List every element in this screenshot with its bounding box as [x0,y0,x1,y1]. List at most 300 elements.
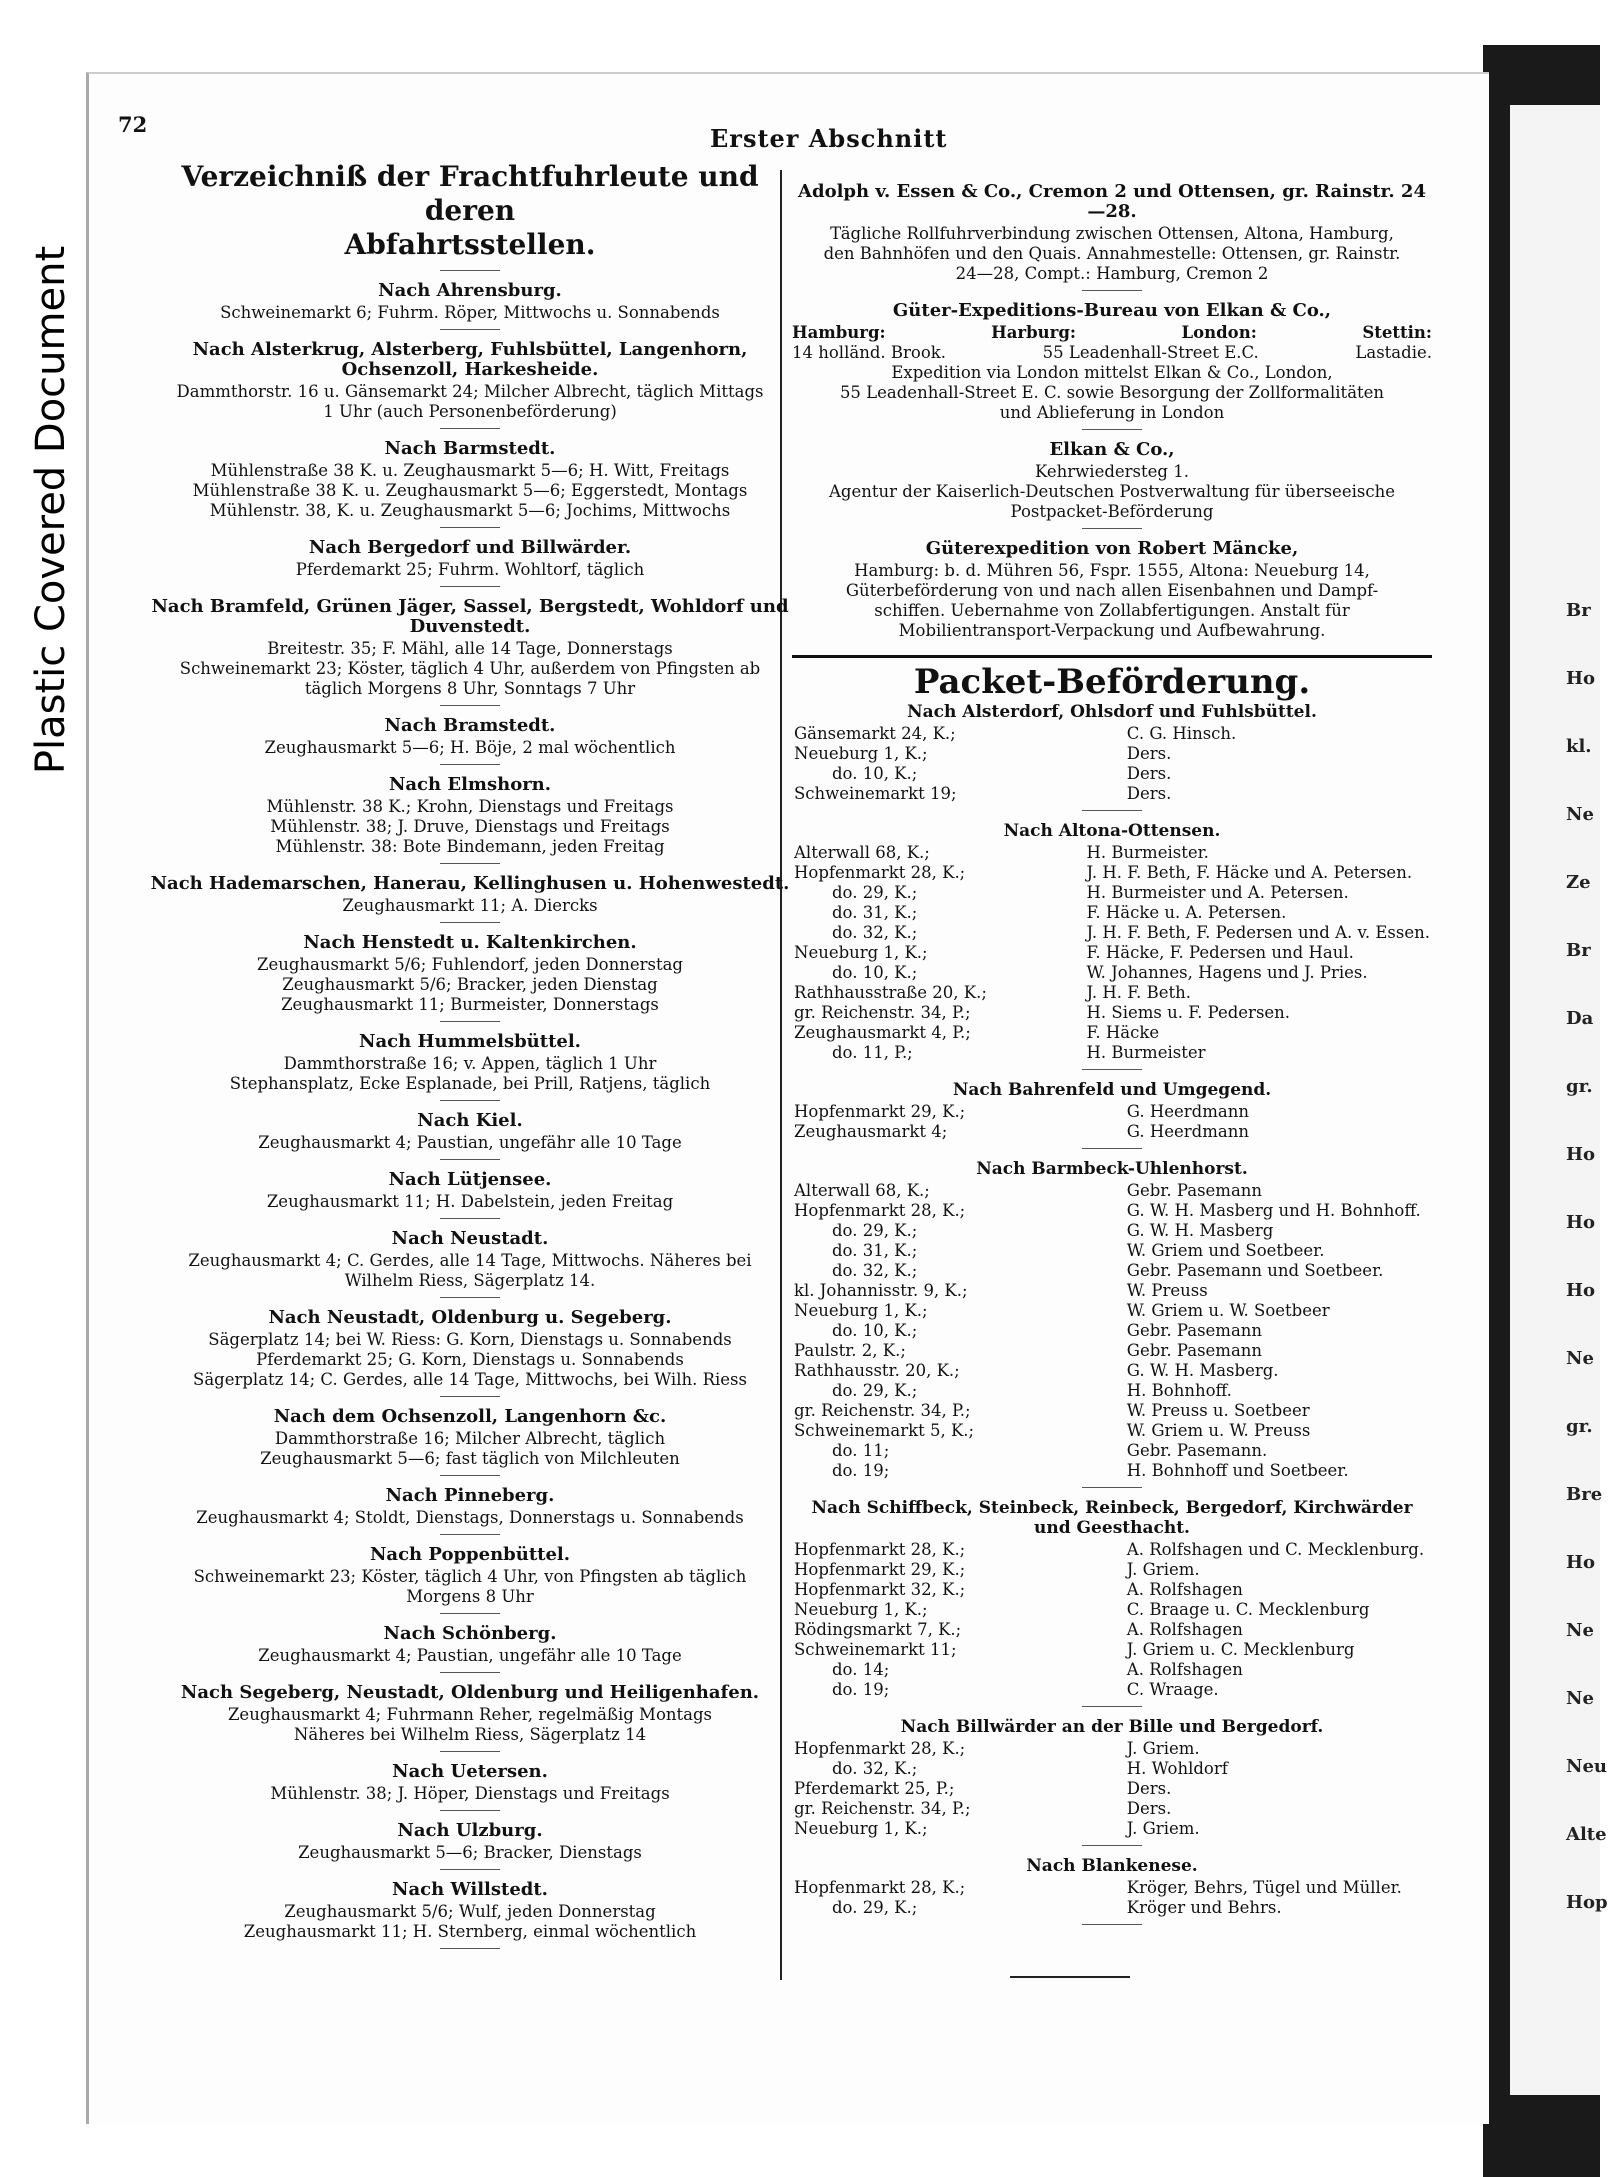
carrier-line: Mühlenstr. 38: Bote Bindemann, jeden Freitag [275,837,665,856]
agent-row [792,1779,1432,1799]
agent-row [792,1441,1432,1461]
separator [440,863,500,864]
address-cell: do. 31, K.; [832,903,918,922]
agent-table [792,724,1432,804]
agent-row [792,724,1432,744]
edge-fragment: Ho [1566,1552,1596,1573]
address-cell: do. 11; [832,1441,890,1460]
agent-row [792,1461,1432,1481]
agent-cell: H. Siems u. F. Pedersen. [1086,1003,1291,1022]
carrier-line: Zeughausmarkt 11; Burmeister, Donnerstags [281,995,659,1014]
carrier-line: Dammthorstr. 16 u. Gänsemarkt 24; Milcher Albrecht, täglich Mittags [176,382,764,401]
entry-line: Hamburg: b. d. Mühren 56, Fspr. 1555, Altona: Neueburg 14, [854,561,1370,580]
agent-cell: Ders. [1126,1779,1172,1798]
edge-fragment: kl. [1566,736,1592,757]
address-cell: Hopfenmarkt 29, K.; [794,1560,966,1579]
agent-row [792,1301,1432,1321]
carrier-entry [150,1821,790,1870]
section-title-line-1: Verzeichniß der Frachtfuhrleute und deren [181,160,759,227]
agent-cell: J. H. F. Beth, F. Häcke und A. Petersen. [1086,863,1413,882]
edge-fragment: Ho [1566,1144,1596,1165]
carrier-line: Zeughausmarkt 5—6; H. Böje, 2 mal wöchentlich [264,738,676,757]
agent-cell: F. Häcke u. A. Petersen. [1086,903,1287,922]
carrier-line: Morgens 8 Uhr [406,1587,534,1606]
carrier-entry [150,1111,790,1160]
agent-row [792,863,1432,883]
carrier-entry [150,1308,790,1397]
address-cell: 14 holländ. Brook. [792,343,946,362]
edge-fragment: Br [1566,600,1591,621]
agent-cell: F. Häcke [1086,1023,1160,1042]
address-cell: Pferdemarkt 25, P.; [794,1779,955,1798]
entry-essen [792,182,1432,284]
packet-entry [792,821,1432,1070]
separator [1082,1706,1142,1707]
edge-fragment: Ne [1566,1620,1594,1641]
carrier-line: Dammthorstraße 16; Milcher Albrecht, täglich [274,1429,666,1448]
separator [1082,1069,1142,1070]
carrier-line: Zeughausmarkt 5/6; Wulf, jeden Donnerstag [284,1902,656,1921]
entry-maencke [792,539,1432,641]
carrier-entry [150,1407,790,1476]
agent-cell: Gebr. Pasemann und Soetbeer. [1126,1261,1384,1280]
carrier-line: Pferdemarkt 25; G. Korn, Dienstags u. Sonnabends [256,1350,684,1369]
address-cell: Hopfenmarkt 28, K.; [794,1540,966,1559]
entry-elkan-bureau [792,301,1432,423]
entry-elkan [792,440,1432,522]
agent-row [792,943,1432,963]
carrier-entry [150,281,790,330]
entry-line: Agentur der Kaiserlich-Deutschen Postverwaltung für überseeische [829,482,1395,501]
city-label: Harburg: [991,323,1076,342]
destination-heading: Nach Kiel. [417,1110,523,1131]
agent-row [792,1201,1432,1221]
agent-table [792,1102,1432,1142]
separator [1082,1924,1142,1925]
edge-fragment: Ho [1566,1212,1596,1233]
agent-cell: A. Rolfshagen [1126,1580,1243,1599]
address-cell: gr. Reichenstr. 34, P.; [794,1799,971,1818]
agent-row [792,963,1432,983]
side-label-wrap [16,245,86,775]
separator [440,329,500,330]
address-cell: do. 10, K.; [832,764,918,783]
agent-cell: Kröger und Behrs. [1126,1898,1282,1917]
separator [440,270,500,271]
address-cell: do. 11, P.; [832,1043,913,1062]
right-column [792,172,1432,1929]
side-label: Plastic Covered Document [28,245,74,775]
address-cell: kl. Johannisstr. 9, K.; [794,1281,968,1300]
edge-fragment: Ne [1566,1348,1594,1369]
address-cell: Neueburg 1, K.; [794,1600,928,1619]
destination-heading: Nach Ahrensburg. [378,280,562,301]
carrier-entry [150,933,790,1022]
address-cell: do. 10, K.; [832,963,918,982]
agent-row [792,1620,1432,1640]
edge-fragment: gr. [1566,1076,1593,1097]
agent-row [792,1381,1432,1401]
agent-row [792,1261,1432,1281]
agent-cell: G. W. H. Masberg. [1126,1361,1279,1380]
packet-entry [792,1498,1432,1707]
entry-line: 24—28, Compt.: Hamburg, Cremon 2 [955,264,1269,283]
separator [440,1810,500,1811]
next-page-strip [1510,105,1608,2095]
agent-row [792,1898,1432,1918]
agent-cell: H. Bohnhoff. [1126,1381,1232,1400]
agent-cell: J. Griem. [1126,1560,1200,1579]
agent-row [792,1540,1432,1560]
carrier-line: Sägerplatz 14; bei W. Riess: G. Korn, Dienstags u. Sonnabends [208,1330,732,1349]
carrier-entry [150,538,790,587]
agent-table [792,1540,1432,1700]
address-cell: Schweinemarkt 11; [794,1640,957,1659]
agent-row [792,1739,1432,1759]
agent-row [792,1660,1432,1680]
carrier-line: Zeughausmarkt 4; Fuhrmann Reher, regelmäßig Montags [227,1705,713,1724]
destination-heading: Nach Schiffbeck, Steinbeck, Reinbeck, Bergedorf, Kirchwärder und Geesthacht. [811,1498,1413,1538]
carrier-entry [150,874,790,923]
carrier-line: 1 Uhr (auch Personenbeförderung) [323,402,617,421]
agent-row [792,1341,1432,1361]
entry-heading: Elkan & Co., [1049,439,1175,460]
carrier-entry [150,775,790,864]
running-head: Erster Abschnitt [710,124,948,153]
agent-cell: J. Griem. [1126,1819,1200,1838]
carrier-entry [150,1762,790,1811]
destination-heading: Nach Segeberg, Neustadt, Oldenburg und Heiligenhafen. [180,1682,760,1703]
separator [440,1534,500,1535]
edge-fragment: Ne [1566,804,1594,825]
agent-row [792,1759,1432,1779]
agent-cell: H. Wohldorf [1126,1759,1228,1778]
entry-line: Postpacket-Beförderung [1010,502,1214,521]
separator [440,586,500,587]
destination-heading: Nach Lütjensee. [388,1169,552,1190]
destination-heading: Nach Barmbeck-Uhlenhorst. [976,1159,1248,1179]
address-cell: Hopfenmarkt 28, K.; [794,1201,966,1220]
separator [440,764,500,765]
agent-row [792,983,1432,1003]
carrier-entry [150,716,790,765]
address-cell: do. 31, K.; [832,1241,918,1260]
edge-fragment: Br [1566,940,1591,961]
packet-entry [792,702,1432,811]
carrier-line: Zeughausmarkt 4; Stoldt, Dienstags, Donnerstags u. Sonnabends [196,1508,744,1527]
destination-heading: Nach dem Ochsenzoll, Langenhorn &c. [273,1406,667,1427]
agent-cell: G. W. H. Masberg [1126,1221,1274,1240]
destination-heading: Nach Hummelsbüttel. [359,1031,581,1052]
agent-cell: G. W. H. Masberg und H. Bohnhoff. [1126,1201,1421,1220]
entry-line: Mobilientransport-Verpackung und Aufbewahrung. [898,621,1326,640]
address-row [792,343,1432,363]
carrier-line: Zeughausmarkt 5/6; Fuhlendorf, jeden Donnerstag [257,955,683,974]
edge-fragment: Alte [1566,1824,1607,1845]
address-cell: Rathhausstraße 20, K.; [794,983,987,1002]
separator [440,1751,500,1752]
packet-section-title: Packet-Beförderung. [913,662,1311,702]
agent-row [792,1361,1432,1381]
agent-cell: Gebr. Pasemann [1126,1321,1263,1340]
agent-row [792,843,1432,863]
agent-row [792,1878,1432,1898]
agent-cell: H. Burmeister. [1086,843,1209,862]
entry-line: schiffen. Uebernahme von Zollabfertigungen. Anstalt für [874,601,1350,620]
agent-cell: J. Griem. [1126,1739,1200,1758]
agent-row [792,1600,1432,1620]
carrier-line: Schweinemarkt 23; Köster, täglich 4 Uhr, von Pfingsten ab täglich [193,1567,747,1586]
entry-line: Güterbeförderung von und nach allen Eisenbahnen und Dampf- [845,581,1379,600]
address-cell: do. 32, K.; [832,1759,918,1778]
address-cell: Hopfenmarkt 28, K.; [794,1878,966,1897]
destination-heading: Nach Bramstedt. [384,715,556,736]
edge-fragment: Ze [1566,872,1591,893]
carrier-entry [150,1229,790,1298]
destination-heading: Nach Elmshorn. [388,774,552,795]
agent-row [792,1281,1432,1301]
destination-heading: Nach Bramfeld, Grünen Jäger, Sassel, Bergstedt, Wohldorf und Duvenstedt. [151,596,789,637]
packet-list [792,702,1432,1925]
edge-fragment: Neu [1566,1756,1607,1777]
page-number: 72 [118,112,148,137]
edge-fragment: Ho [1566,668,1596,689]
carrier-entry [150,1486,790,1535]
agent-cell: W. Preuss [1126,1281,1208,1300]
address-cell: gr. Reichenstr. 34, P.; [794,1003,971,1022]
address-cell: do. 29, K.; [832,883,918,902]
carrier-entry [150,1683,790,1752]
separator [440,1869,500,1870]
separator [1082,1148,1142,1149]
edge-fragment: Bre [1566,1484,1603,1505]
separator [440,1613,500,1614]
agent-table [792,843,1432,1063]
agent-cell: G. Heerdmann [1126,1102,1249,1121]
entry-heading: Güter-Expeditions-Bureau von Elkan & Co., [892,300,1332,321]
destination-heading: Nach Blankenese. [1026,1856,1198,1876]
separator [440,1475,500,1476]
section-title-line-2: Abfahrtsstellen. [344,228,596,261]
destination-heading: Nach Henstedt u. Kaltenkirchen. [303,932,637,953]
agent-cell: Gebr. Pasemann [1126,1341,1263,1360]
agent-cell: Ders. [1126,784,1172,803]
address-cell: Hopfenmarkt 29, K.; [794,1102,966,1121]
carrier-line: Mühlenstr. 38 K.; Krohn, Dienstags und Freitags [266,797,674,816]
separator [440,1159,500,1160]
packet-entry [792,1159,1432,1488]
carrier-line: Mühlenstr. 38, K. u. Zeughausmarkt 5—6; Jochims, Mittwochs [209,501,731,520]
agent-cell: H. Burmeister und A. Petersen. [1086,883,1349,902]
agent-cell: A. Rolfshagen [1126,1620,1243,1639]
agent-row [792,1680,1432,1700]
carrier-line: Näheres bei Wilhelm Riess, Sägerplatz 14 [293,1725,647,1744]
agent-cell: H. Burmeister [1086,1043,1206,1062]
address-cell: do. 32, K.; [832,923,918,942]
agent-table [792,1181,1432,1481]
agent-row [792,764,1432,784]
agent-cell: J. H. F. Beth, F. Pedersen und A. v. Essen. [1086,923,1430,942]
carrier-line: Zeughausmarkt 11; H. Dabelstein, jeden Freitag [266,1192,674,1211]
agent-cell: Ders. [1126,764,1172,783]
carrier-line: Zeughausmarkt 5—6; fast täglich von Milchleuten [260,1449,680,1468]
carrier-line: Zeughausmarkt 5—6; Bracker, Dienstags [298,1843,642,1862]
address-cell: gr. Reichenstr. 34, P.; [794,1401,971,1420]
agent-cell: Gebr. Pasemann. [1126,1441,1268,1460]
agent-row [792,1799,1432,1819]
address-cell: 55 Leadenhall-Street E.C. [1042,343,1259,362]
address-cell: do. 29, K.; [832,1898,918,1917]
city-header-row [792,323,1432,343]
separator [1082,429,1142,430]
address-cell: Rathhausstr. 20, K.; [794,1361,960,1380]
entry-heading: Adolph v. Essen & Co., Cremon 2 und Ottensen, gr. Rainstr. 24—28. [798,181,1426,222]
address-cell: Alterwall 68, K.; [794,1181,930,1200]
entry-line: Expedition via London mittelst Elkan & Co., London, [891,363,1333,382]
agent-cell: J. Griem u. C. Mecklenburg [1126,1640,1355,1659]
carrier-entry [150,1880,790,1949]
carrier-line: Mühlenstraße 38 K. u. Zeughausmarkt 5—6; Eggerstedt, Montags [192,481,748,500]
agent-row [792,1221,1432,1241]
edge-fragment: Ho [1566,1280,1596,1301]
destination-heading: Nach Uetersen. [392,1761,548,1782]
agent-cell: W. Johannes, Hagens und J. Pries. [1086,963,1368,982]
separator [1082,1487,1142,1488]
carrier-line: Schweinemarkt 23; Köster, täglich 4 Uhr, außerdem von Pfingsten ab [179,659,761,678]
address-cell: do. 29, K.; [832,1381,918,1400]
agent-cell: Ders. [1126,744,1172,763]
separator [1082,1845,1142,1846]
agent-row [792,1241,1432,1261]
agent-cell: Ders. [1126,1799,1172,1818]
carrier-line: Schweinemarkt 6; Fuhrm. Röper, Mittwochs u. Sonnabends [220,303,720,322]
destination-heading: Nach Willstedt. [392,1879,548,1900]
agent-row [792,784,1432,804]
destination-heading: Nach Neustadt, Oldenburg u. Segeberg. [268,1307,672,1328]
edge-fragment: Da [1566,1008,1594,1029]
carrier-line: Pferdemarkt 25; Fuhrm. Wohltorf, täglich [295,560,645,579]
carrier-line: Wilhelm Riess, Sägerplatz 14. [344,1271,596,1290]
separator [440,1218,500,1219]
edge-fragment: gr. [1566,1416,1593,1437]
agent-row [792,1819,1432,1839]
agent-cell: A. Rolfshagen und C. Mecklenburg. [1126,1540,1425,1559]
separator [440,1100,500,1101]
destination-heading: Nach Alsterkrug, Alsterberg, Fuhlsbüttel, Langenhorn, Ochsenzoll, Harkesheide. [192,339,748,380]
agent-cell: F. Häcke, F. Pedersen und Haul. [1086,943,1354,962]
carrier-line: Breitestr. 35; F. Mähl, alle 14 Tage, Donnerstags [267,639,673,658]
carrier-line: täglich Morgens 8 Uhr, Sonntags 7 Uhr [304,679,636,698]
address-cell: Zeughausmarkt 4; [794,1122,948,1141]
carrier-line: Zeughausmarkt 5/6; Bracker, jeden Dienstag [282,975,658,994]
agent-row [792,1023,1432,1043]
carrier-entry [150,1032,790,1101]
city-label: London: [1181,323,1257,342]
agent-row [792,923,1432,943]
agent-cell: C. Wraage. [1126,1680,1219,1699]
agent-row [792,1401,1432,1421]
agent-row [792,1580,1432,1600]
carrier-line: Zeughausmarkt 4; C. Gerdes, alle 14 Tage, Mittwochs. Näheres bei [188,1251,752,1270]
entry-line: und Ablieferung in London [999,403,1225,422]
bottom-rule [1010,1976,1130,1978]
agent-cell: C. G. Hinsch. [1126,724,1237,743]
destination-heading: Nach Ulzburg. [397,1820,543,1841]
carrier-line: Zeughausmarkt 11; A. Diercks [342,896,598,915]
destination-heading: Nach Alsterdorf, Ohlsdorf und Fuhlsbüttel. [907,702,1317,722]
city-label: Stettin: [1362,323,1432,342]
address-cell: Lastadie. [1355,343,1432,362]
carrier-list [150,281,790,1949]
carrier-line: Zeughausmarkt 11; H. Sternberg, einmal wöchentlich [243,1922,697,1941]
carrier-entry [150,1545,790,1614]
destination-heading: Nach Bahrenfeld und Umgegend. [952,1080,1272,1100]
agent-row [792,1321,1432,1341]
agent-row [792,1560,1432,1580]
carrier-line: Sägerplatz 14; C. Gerdes, alle 14 Tage, Mittwochs, bei Wilh. Riess [193,1370,747,1389]
agent-row [792,744,1432,764]
packet-entry [792,1856,1432,1925]
address-cell: do. 14; [832,1660,890,1679]
agent-cell: J. H. F. Beth. [1086,983,1191,1002]
separator [440,1396,500,1397]
destination-heading: Nach Billwärder an der Bille und Bergedorf. [900,1717,1324,1737]
address-cell: Neueburg 1, K.; [794,943,928,962]
city-label: Hamburg: [792,323,886,342]
entry-line: Kehrwiedersteg 1. [1035,462,1189,481]
carrier-line: Stephansplatz, Ecke Esplanade, bei Prill, Ratjens, täglich [229,1074,711,1093]
separator [440,428,500,429]
carrier-line: Mühlenstr. 38; J. Druve, Dienstags und Freitags [270,817,670,836]
destination-heading: Nach Neustadt. [391,1228,549,1249]
agent-row [792,1003,1432,1023]
address-cell: Hopfenmarkt 28, K.; [794,1739,966,1758]
destination-heading: Nach Pinneberg. [385,1485,555,1506]
entry-line: 55 Leadenhall-Street E. C. sowie Besorgung der Zollformalitäten [839,383,1385,402]
address-cell: Hopfenmarkt 32, K.; [794,1580,966,1599]
agent-row [792,903,1432,923]
separator [440,1672,500,1673]
entry-heading: Güterexpedition von Robert Mäncke, [925,538,1299,559]
agent-row [792,1102,1432,1122]
destination-heading: Nach Bergedorf und Billwärder. [308,537,632,558]
section-rule [792,655,1432,658]
agent-cell: H. Bohnhoff und Soetbeer. [1126,1461,1349,1480]
address-cell: Schweinemarkt 5, K.; [794,1421,975,1440]
agent-cell: C. Braage u. C. Mecklenburg [1126,1600,1370,1619]
carrier-line: Zeughausmarkt 4; Paustian, ungefähr alle 10 Tage [258,1133,682,1152]
separator [1082,290,1142,291]
address-cell: do. 19; [832,1461,890,1480]
carrier-line: Mühlenstraße 38 K. u. Zeughausmarkt 5—6; H. Witt, Freitags [210,461,730,480]
separator [440,1297,500,1298]
carrier-entry [150,340,790,429]
destination-heading: Nach Altona-Ottensen. [1003,821,1221,841]
address-cell: do. 29, K.; [832,1221,918,1240]
agent-row [792,1421,1432,1441]
destination-heading: Nach Hademarschen, Hanerau, Kellinghusen u. Hohenwestedt. [150,873,790,894]
destination-heading: Nach Schönberg. [383,1623,557,1644]
address-cell: Neueburg 1, K.; [794,744,928,763]
address-cell: Gänsemarkt 24, K.; [794,724,956,743]
separator [1082,528,1142,529]
edge-fragment: Ne [1566,1688,1594,1709]
agent-cell: W. Griem und Soetbeer. [1126,1241,1325,1260]
destination-heading: Nach Poppenbüttel. [369,1544,571,1565]
packet-entry [792,1717,1432,1846]
separator [440,922,500,923]
carrier-entry [150,439,790,528]
